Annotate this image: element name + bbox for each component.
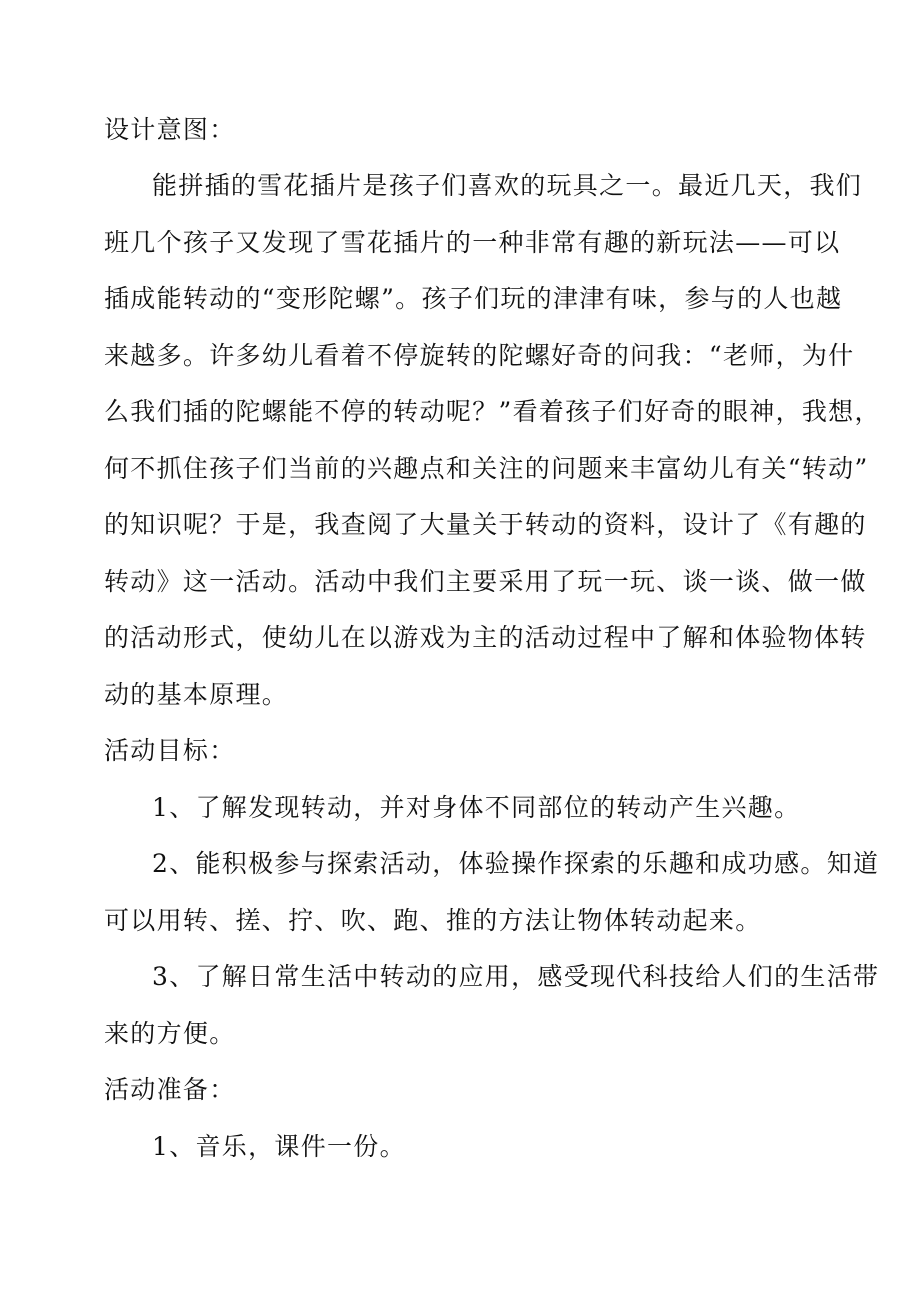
paragraph-line: 的活动形式，使幼儿在以游戏为主的活动过程中了解和体验物体转 xyxy=(104,623,867,652)
paragraph-line: 来越多。许多幼儿看着不停旋转的陀螺好奇的问我：“老师，为什 xyxy=(104,341,855,370)
paragraph-line: 插成能转动的“变形陀螺”。孩子们玩的津津有味，参与的人也越 xyxy=(104,284,843,313)
paragraph-line: 可以用转、搓、拧、吹、跑、推的方法让物体转动起来。 xyxy=(104,906,762,935)
paragraph-line: 转动》这一活动。活动中我们主要采用了玩一玩、谈一谈、做一做 xyxy=(104,567,867,596)
paragraph-line: 能拼插的雪花插片是孩子们喜欢的玩具之一。最近几天，我们 xyxy=(152,171,863,200)
paragraph-line: 来的方便。 xyxy=(104,1019,236,1048)
paragraph-line: 3、了解日常生活中转动的应用，感受现代科技给人们的生活带 xyxy=(152,962,880,991)
paragraph-line: 何不抓住孩子们当前的兴趣点和关注的问题来丰富幼儿有关“转动” xyxy=(104,454,869,483)
paragraph-line: 2、能积极参与探索活动，体验操作探索的乐趣和成功感。知道 xyxy=(152,849,880,878)
section-heading-activity-goals: 活动目标： xyxy=(104,736,236,765)
paragraph-line: 1、了解发现转动，并对身体不同部位的转动产生兴趣。 xyxy=(152,793,801,822)
paragraph-line: 么我们插的陀螺能不停的转动呢？”看着孩子们好奇的眼神，我想， xyxy=(104,397,881,426)
section-heading-design-intent: 设计意图： xyxy=(104,115,236,144)
paragraph-line: 动的基本原理。 xyxy=(104,680,289,709)
paragraph-line: 的知识呢？于是，我查阅了大量关于转动的资料，设计了《有趣的 xyxy=(104,510,867,539)
section-heading-activity-preparation: 活动准备： xyxy=(104,1075,236,1104)
paragraph-line: 1、音乐，课件一份。 xyxy=(152,1132,406,1161)
paragraph-line: 班几个孩子又发现了雪花插片的一种非常有趣的新玩法——可以 xyxy=(104,228,841,257)
